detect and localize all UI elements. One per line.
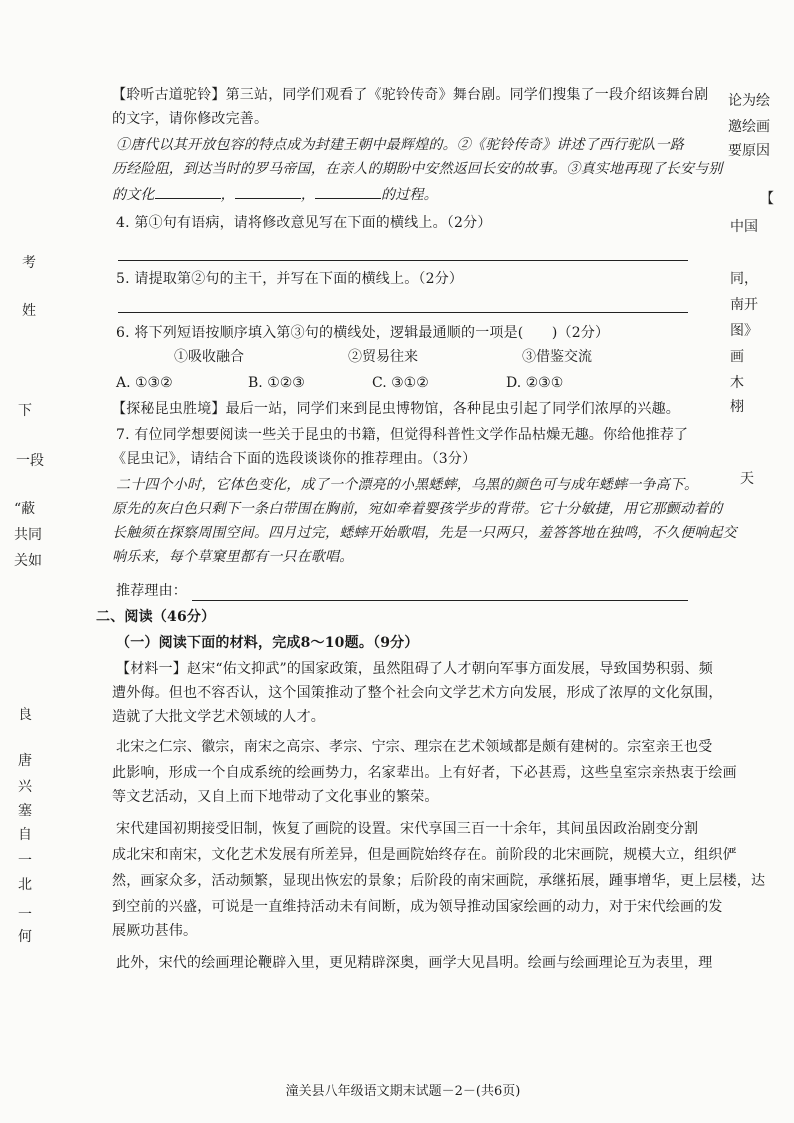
option-d[interactable]: D. ②③①	[506, 375, 564, 391]
fill-blank-3[interactable]	[315, 184, 381, 199]
excerpt-line3: 长触须在探察周围空间。四月过完，蟋蟀开始歌唱，先是一只两只，羞答答地在独鸣，不久便响起交	[112, 525, 737, 541]
section-2-heading: 二、阅读（46分）	[96, 609, 216, 625]
option-a[interactable]: A. ①③②	[116, 375, 173, 391]
margin-fragment: 中国	[730, 219, 758, 235]
margin-fragment: 邀绘画	[728, 119, 770, 135]
margin-fragment: 画	[730, 349, 744, 365]
material1-p2-l1: 北宋之仁宗、徽宗，南宋之高宗、孝宗、宁宗、理宗在艺术领域都是颇有建树的。宗室亲王也受	[116, 739, 713, 755]
margin-fragment: 一	[18, 907, 32, 923]
margin-fragment: 良	[18, 707, 32, 723]
excerpt-line1: 二十四个小时，它体色变化，成了一个漂亮的小黑蟋蟀，乌黑的颜色可与成年蟋蟀一争高下。	[116, 477, 699, 493]
answer-line-q7[interactable]	[192, 600, 688, 601]
material1-p3-l1: 宋代建国初期接受旧制，恢复了画院的设置。宋代享国三百一十余年，其间虽因政治剧变分割	[116, 821, 699, 837]
margin-fragment: 何	[18, 929, 32, 945]
margin-fragment: 图》	[730, 323, 758, 339]
explore-intro: 【探秘昆虫胜境】最后一站，同学们来到昆虫博物馆，各种昆虫引起了同学们浓厚的兴趣。	[112, 401, 680, 417]
margin-fragment: 自	[18, 827, 32, 843]
q-intro-line1: 【聆听古道驼铃】第三站，同学们观看了《驼铃传奇》舞台剧。同学们搜集了一段介绍该舞台剧	[112, 87, 709, 103]
margin-fragment: 同，	[730, 271, 758, 287]
material1-p2-l2: 此影响，形成一个自成系统的绘画势力，名家辈出。上有好者，下必甚焉，这些皇室宗亲热衷于绘画	[112, 765, 737, 781]
question-7-line1: 7. 有位同学想要阅读一些关于昆虫的书籍，但觉得科普性文学作品枯燥无趣。你给他推荐了	[116, 427, 689, 443]
excerpt-line2: 原先的灰白色只剩下一条白带围在胸前，宛如牵着婴孩学步的背带。它十分敏捷，用它那颤动着的	[112, 501, 723, 517]
material1-p3-l4: 到空前的兴盛，可说是一直维持活动未有间断，成为领导推动国家绘画的动力，对于宋代绘画的发	[112, 899, 723, 915]
phrase-1: ①吸收融合	[174, 349, 244, 365]
margin-fragment: 下	[18, 403, 32, 419]
material1-p3-l2: 成北宋和南宋，文化艺术发展有所差异，但是画院始终存在。前阶段的北宋画院，规模大立，组织俨	[112, 847, 737, 863]
material1-p1-l1: 【材料一】赵宋“佑文抑武”的国家政策，虽然阻碍了人才朝向军事方面发展，导致国势积弱、频	[116, 661, 713, 677]
excerpt-line4: 响乐来，每个草窠里都有一只在歌唱。	[112, 549, 354, 565]
fill-blank-2[interactable]	[235, 184, 301, 199]
page-footer: 潼关县八年级语文期末试题－2－(共6页)	[285, 1084, 521, 1099]
option-b[interactable]: B. ①②③	[248, 375, 305, 391]
passage-comma: ，	[220, 187, 235, 203]
margin-fragment: 一段	[16, 453, 44, 469]
material1-p4-l1: 此外，宋代的绘画理论鞭辟入里，更见精辟深奥，画学大见昌明。绘画与绘画理论互为表里，理	[116, 955, 713, 971]
margin-fragment: 考	[22, 255, 36, 271]
margin-fragment: “蔽	[14, 501, 36, 517]
question-7-line2: 《昆虫记》，请结合下面的选段谈谈你的推荐理由。（3分）	[112, 451, 477, 467]
question-6: 6. 将下列短语按顺序填入第③句的横线处，逻辑最通顺的一项是( )（2分）	[116, 325, 610, 341]
passage-comma: ，	[300, 187, 316, 203]
margin-fragment: 姓	[22, 303, 36, 319]
question-4: 4. 第①句有语病，请将修改意见写在下面的横线上。（2分）	[116, 215, 492, 231]
margin-fragment: 栩	[730, 399, 744, 415]
material1-p1-l2: 遭外侮。但也不容否认，这个国策推动了整个社会向文学艺术方向发展，形成了浓厚的文化氛围，	[112, 685, 723, 701]
reason-label: 推荐理由：	[116, 583, 187, 599]
margin-fragment: 关如	[14, 553, 42, 569]
material1-p2-l3: 等文艺活动，又自上而下地带动了文化事业的繁荣。	[112, 789, 439, 805]
material1-p3-l3: 然，画家众多，活动频繁，显现出恢宏的景象；后阶段的南宋画院，承继拓展，踵事增华，更上层楼，达	[112, 873, 766, 889]
option-c[interactable]: C. ③①②	[372, 375, 429, 391]
margin-fragment: 共同	[14, 527, 42, 543]
margin-fragment: 【	[760, 191, 774, 207]
material1-p1-l3: 造就了大批文学艺术领域的人才。	[112, 709, 325, 725]
answer-line-q4[interactable]	[118, 260, 688, 261]
margin-fragment: 一	[18, 853, 32, 869]
answer-line-q5[interactable]	[118, 312, 688, 313]
passage-line2: 历经险阻，到达当时的罗马帝国，在亲人的期盼中安然返回长安的故事。③真实地再现了长安与别	[112, 161, 723, 177]
margin-fragment: 北	[18, 877, 32, 893]
passage-line3-start: 的文化	[112, 187, 155, 203]
reading-1-heading: （一）阅读下面的材料，完成8～10题。（9分）	[116, 635, 419, 651]
margin-fragment: 塞	[18, 803, 32, 819]
margin-fragment: 南开	[730, 297, 758, 313]
passage-line3	[112, 184, 438, 204]
q-intro-line2: 的文字，请你修改完善。	[112, 111, 269, 127]
phrase-3: ③借鉴交流	[522, 349, 592, 365]
passage-line1: ①唐代以其开放包容的特点成为封建王朝中最辉煌的。②《驼铃传奇》讲述了西行驼队一路	[116, 137, 684, 153]
margin-fragment: 兴	[18, 779, 32, 795]
margin-fragment: 木	[730, 375, 744, 391]
passage-line3-end: 的过程。	[381, 187, 438, 203]
fill-blank-1[interactable]	[155, 184, 221, 199]
question-5: 5. 请提取第②句的主干，并写在下面的横线上。（2分）	[116, 271, 464, 287]
material1-p3-l5: 展厥功甚伟。	[112, 923, 198, 939]
margin-fragment: 天	[740, 471, 754, 487]
phrase-2: ②贸易往来	[348, 349, 418, 365]
margin-fragment: 论为绘	[728, 93, 770, 109]
margin-fragment: 唐	[18, 753, 32, 769]
margin-fragment: 要原因	[728, 143, 770, 159]
